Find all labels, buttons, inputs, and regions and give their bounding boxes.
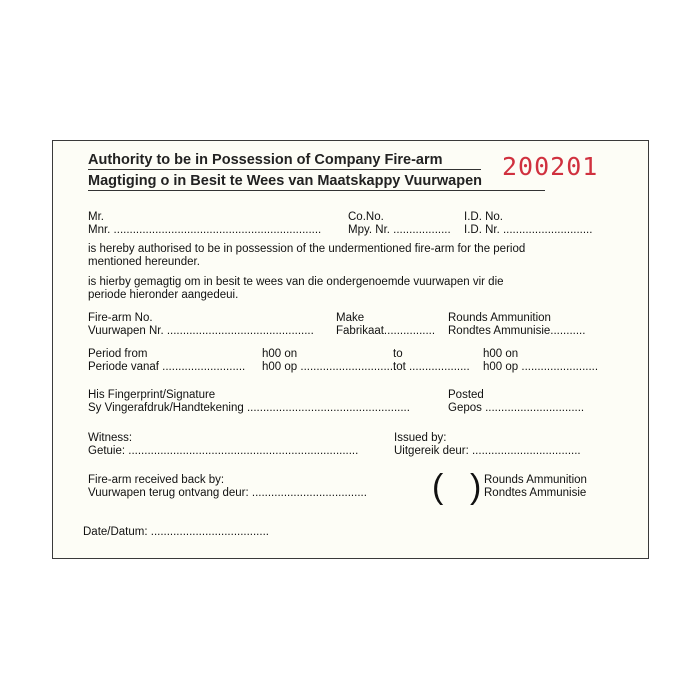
mpy-nr-field[interactable]: Mpy. Nr. .................. xyxy=(348,224,451,236)
vuurwapen-nr-field[interactable]: Vuurwapen Nr. .............................................. xyxy=(88,325,314,337)
gepos-field[interactable]: Gepos ............................... xyxy=(448,402,585,414)
serial-number: 200201 xyxy=(502,152,599,181)
co-no-label: Co.No. xyxy=(348,211,384,223)
vingerafdruk-handtekening-field[interactable]: Sy Vingerafdruk/Handtekening ................................................... xyxy=(88,402,410,414)
title-afrikaans: Magtiging o in Besit te Wees van Maatskappy Vuurwapen xyxy=(88,173,482,189)
title-underline-afrikaans xyxy=(88,190,545,191)
id-nr-field[interactable]: I.D. Nr. ............................ xyxy=(464,224,593,236)
from-h00-on-label: h00 on xyxy=(262,348,298,360)
tot-field[interactable]: tot ................... xyxy=(393,361,470,373)
mnr-field[interactable]: Mnr. ................................................................. xyxy=(88,224,322,236)
periode-vanaf-field[interactable]: Periode vanaf .......................... xyxy=(88,361,246,373)
returned-rounds-ammunition-label: Rounds Ammunition xyxy=(484,474,587,486)
rondtes-ammunisie-field[interactable]: Rondtes Ammunisie........... xyxy=(448,325,586,337)
rounds-ammunition-label: Rounds Ammunition xyxy=(448,312,551,324)
authorisation-text-afrikaans-line2: periode hieronder aangedeui. xyxy=(88,289,239,301)
mr-label: Mr. xyxy=(88,211,104,223)
firearm-no-label: Fire-arm No. xyxy=(88,312,153,324)
posted-label: Posted xyxy=(448,389,484,401)
to-h00-op-field[interactable]: h00 op ........................ xyxy=(483,361,599,373)
witness-label: Witness: xyxy=(88,432,133,444)
period-from-label: Period from xyxy=(88,348,148,360)
id-no-label: I.D. No. xyxy=(464,211,503,223)
title-english: Authority to be in Possession of Company Fire-arm xyxy=(88,152,443,168)
rounds-open-bracket: ( xyxy=(432,468,444,506)
from-h00-op-field[interactable]: h00 op .............................. xyxy=(262,361,397,373)
authorisation-text-afrikaans-line1: is hierby gemagtig om in besit te wees van die ondergenoemde vuurwapen vir die xyxy=(88,276,504,288)
firearm-received-label: Fire-arm received back by: xyxy=(88,474,225,486)
authorisation-text-english-line1: is hereby authorised to be in possession of the undermentioned fire-arm for the period xyxy=(88,243,526,255)
fabrikaat-field[interactable]: Fabrikaat................ xyxy=(336,325,436,337)
date-field[interactable]: Date/Datum: ..................................... xyxy=(83,526,269,538)
getuie-field[interactable]: Getuie: ........................................................................ xyxy=(88,445,359,457)
fingerprint-signature-label: His Fingerprint/Signature xyxy=(88,389,216,401)
make-label: Make xyxy=(336,312,365,324)
authorisation-text-english-line2: mentioned hereunder. xyxy=(88,256,200,268)
issued-by-label: Issued by: xyxy=(394,432,447,444)
returned-rondtes-ammunisie-label: Rondtes Ammunisie xyxy=(484,487,587,499)
to-h00-on-label: h00 on xyxy=(483,348,519,360)
to-label: to xyxy=(393,348,403,360)
rounds-close-bracket: ) xyxy=(470,468,482,506)
title-underline-english xyxy=(88,169,481,170)
vuurwapen-terug-field[interactable]: Vuurwapen terug ontvang deur: .................................... xyxy=(88,487,367,499)
uitgereik-deur-field[interactable]: Uitgereik deur: .................................. xyxy=(394,445,581,457)
